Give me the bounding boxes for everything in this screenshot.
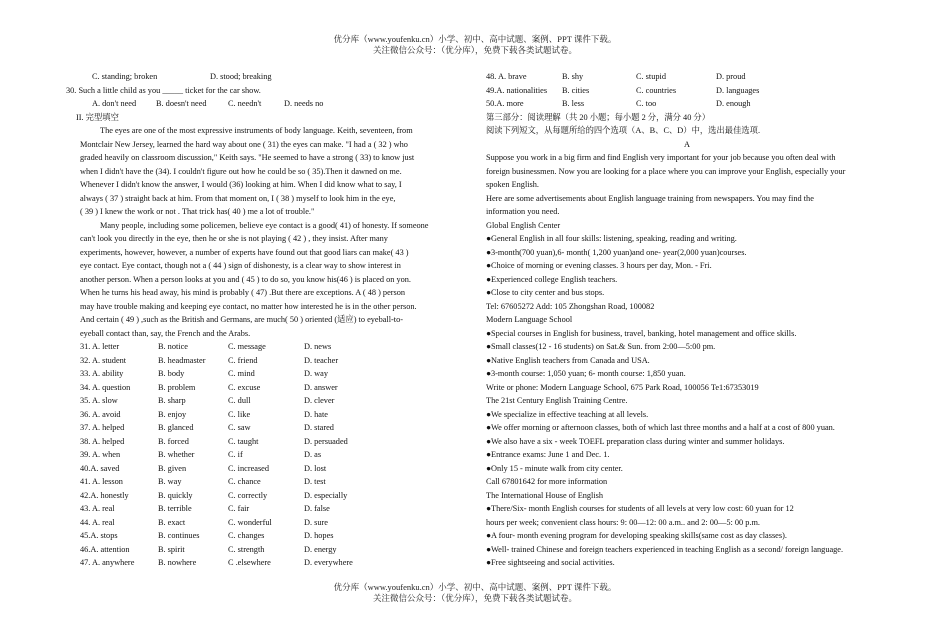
option: C. wonderful [228, 517, 272, 527]
option: C. dull [228, 396, 251, 405]
ad-bullet: ●There/Six- month English courses for students of all levels at very low cost: 60 yuan for 12 [486, 504, 794, 513]
option: C. needn't [228, 99, 262, 108]
page-header [0, 34, 950, 56]
ad-bullet: ●Only 15 - minute walk from city center. [486, 463, 623, 473]
option-row [80, 435, 468, 449]
option: B. doesn't need [156, 99, 207, 108]
page-footer [0, 582, 950, 604]
ad-bullet: ●3-month(700 yuan),6- month( 1,200 yuan)and one- year(2,000 yuan)courses. [486, 247, 747, 257]
option: 33. A. ability [80, 369, 124, 378]
option-row [80, 516, 468, 530]
option: 36. A. avoid [80, 409, 121, 419]
option: C. chance [228, 477, 261, 486]
option: D. especially [304, 490, 348, 500]
option-row [80, 421, 468, 435]
option: B. sharp [158, 396, 186, 405]
option: B. quickly [158, 490, 193, 500]
option: B. terrible [158, 504, 192, 513]
header-line-1: 优分库（www.youfenku.cn）小学、初中、高中试题、案例、PPT 课件下载。 [333, 34, 617, 44]
option: 31. A. letter [80, 342, 120, 351]
footer-line-1: 优分库（www.youfenku.cn）小学、初中、高中试题、案例、PPT 课件下载。 [333, 582, 617, 592]
option: B. notice [158, 342, 188, 351]
right-column [486, 70, 888, 570]
option-row [80, 340, 468, 354]
option-row [80, 529, 468, 543]
intro-line: spoken English. [486, 180, 540, 189]
ad-bullet: ●We specialize in effective teaching at all levels. [486, 409, 649, 419]
option-row [80, 367, 468, 381]
question-30-stem: 30. Such a little child as you _____ ticket for the car show. [66, 85, 261, 95]
option: C. countries [636, 85, 677, 95]
passage-line: The eyes are one of the most expressive instruments of body language. Keith, seventeen, from [100, 126, 413, 135]
option-row [80, 502, 468, 516]
option: D. news [304, 342, 332, 351]
ad-line: Tel: 67605272 Add: 105 Zhongshan Road, 100082 [486, 301, 655, 311]
ad-bullet: ●General English in all four skills: listening, speaking, reading and writing. [486, 234, 737, 243]
option-row [80, 448, 468, 462]
option: B. given [158, 463, 187, 473]
option: B. shy [562, 72, 584, 81]
ad-line: Write or phone: Modern Language School, 675 Park Road, 100056 Te1:67353019 [486, 382, 759, 392]
option: D. enough [716, 99, 751, 108]
option: B. spirit [158, 544, 185, 554]
option: 45.A. stops [80, 531, 118, 540]
option: 42.A. honestly [80, 490, 129, 500]
option: D. way [304, 369, 328, 378]
option-row [80, 556, 468, 570]
option: C. correctly [228, 490, 268, 500]
option: C. stupid [636, 72, 666, 81]
option: C. strength [228, 544, 265, 554]
option: D. needs no [284, 99, 324, 108]
cloze-paragraph-1 [80, 124, 468, 219]
cloze-options-31-47 [80, 340, 468, 570]
option: D. as [304, 450, 322, 459]
option: D. languages [716, 85, 760, 95]
option: C. excuse [228, 382, 261, 392]
passage-line: eye contact. Eye contact, though not a ( 44 ) sign of dishonesty, is a clear way to show interest in [80, 261, 401, 270]
option-row [80, 408, 468, 422]
option: B. glanced [158, 423, 194, 432]
option: B. body [158, 369, 185, 378]
ad-line: The 21st Century English Training Centre. [486, 396, 628, 405]
option: A. don't need [92, 99, 137, 108]
option: D. hopes [304, 531, 334, 540]
option: D. sure [304, 517, 328, 527]
option: D. stared [304, 423, 334, 432]
option: C. message [228, 342, 266, 351]
option: D. proud [716, 72, 746, 81]
option: D. energy [304, 544, 337, 554]
passage-line: eyeball contact than, say, the French and the Arabs. [80, 328, 251, 338]
intro-line: foreign businessmen. Now you are looking for a place where you can improve your English, especially your [486, 166, 846, 176]
option: C. standing; broken [92, 72, 158, 81]
section-3-instructions: 阅读下列短文，从每题所给的四个选项（A、B、C、D）中，选出最佳选项. [486, 126, 761, 135]
ad-line: The International House of English [486, 490, 604, 500]
option: C. mind [228, 369, 255, 378]
intro-line: Suppose you work in a big firm and find English very important for your job because you often deal with [486, 153, 836, 162]
ad-bullet: ●Experienced college English teachers. [486, 274, 618, 284]
option-row [80, 475, 468, 489]
option: 40.A. saved [80, 463, 120, 473]
option: 34. A. question [80, 382, 131, 392]
left-column [66, 70, 468, 570]
ad-bullet: ●3-month course: 1,050 yuan; 6- month course: 1,850 yuan. [486, 369, 686, 378]
option: 47. A. anywhere [80, 558, 135, 567]
option: B. nowhere [158, 558, 197, 567]
option-row [80, 462, 468, 476]
passage-line: experiments, however, however, a number of experts have found out that good liars can make( 43 ) [80, 247, 409, 257]
option: B. way [158, 477, 182, 486]
ad-bullet: ●A four- month evening program for developing speaking skills(same cost as day classes). [486, 531, 787, 540]
option: D. teacher [304, 355, 339, 365]
ad-line: Global English Center [486, 220, 561, 230]
option: D. test [304, 477, 326, 486]
option: 44. A. real [80, 517, 115, 527]
passage-line: Montclair New Jersey, learned the hard way about one ( 31) the eyes can make. "I had a ( 32 ) who [80, 139, 408, 149]
option: 37. A. helped [80, 423, 125, 432]
passage-line: may have trouble making and keeping eye contact, no matter how interested he is in the other person. [80, 301, 417, 311]
header-line-2: 关注微信公众号：（优分库），免费下载各类试题试卷。 [372, 45, 577, 55]
option-row [80, 354, 468, 368]
option: C. if [228, 450, 243, 459]
ad-bullet: ●Choice of morning or evening classes. 3 hours per day, Mon. - Fri. [486, 261, 712, 270]
ad-bullet: ●Well- trained Chinese and foreign teachers experienced in teaching English as a second/ foreign language. [486, 544, 844, 554]
option: B. continues [158, 531, 200, 540]
option-row [80, 394, 468, 408]
ad-bullet: ●Small classes(12 - 16 students) on Sat.& Sun. from 2:00—5:00 pm. [486, 342, 716, 351]
cloze-options-48-50 [486, 70, 888, 111]
option: D. answer [304, 382, 338, 392]
option: D. clever [304, 396, 335, 405]
intro-line: Here are some advertisements about English language training from newspapers. You may find the [486, 193, 814, 203]
option: B. enjoy [158, 409, 187, 419]
ad-bullet: ●Entrance exams: June 1 and Dec. 1. [486, 450, 610, 459]
option-row [486, 97, 888, 111]
option: D. everywhere [304, 558, 353, 567]
option: C. changes [228, 531, 265, 540]
option: C. saw [228, 423, 251, 432]
option: 32. A. student [80, 355, 127, 365]
intro-line: information you need. [486, 207, 560, 216]
option: B. cities [562, 85, 590, 95]
passage-line: can't look you directly in the eye, then he or she is not playing ( 42 ) , they insist. After many [80, 234, 388, 243]
passage-line: And certain ( 49 ) ,such as the British and Germans, are much( 50 ) oriented (适应) to eyeball-to- [80, 315, 404, 324]
option: D. false [304, 504, 330, 513]
option-row [486, 70, 888, 84]
option: D. stood; breaking [210, 72, 272, 81]
option: D. persuaded [304, 436, 348, 446]
ad-bullet: ●Close to city center and bus stops. [486, 288, 605, 297]
advertisements [486, 219, 888, 570]
option-row [486, 84, 888, 98]
footer-line-2: 关注微信公众号：（优分库），免费下载各类试题试卷。 [372, 593, 577, 603]
option: C. too [636, 99, 657, 108]
passage-line: Whenever I didn't know the answer, I would (36) looking at him. When I did know what to say, I [80, 180, 402, 189]
option: B. whether [158, 450, 195, 459]
ad-bullet: ●Free sightseeing and social activities. [486, 558, 615, 567]
passage-line: ( 39 ) I knew the work or not . That trick has( 40 ) me a lot of trouble." [80, 207, 315, 216]
option: C .elsewhere [228, 558, 271, 567]
section-2-title: II. 完型填空 [76, 112, 119, 122]
option: 35. A. slow [80, 396, 118, 405]
option: C. friend [228, 355, 258, 365]
option: C. increased [228, 463, 270, 473]
option: C. taught [228, 436, 259, 446]
option: 39. A. when [80, 450, 121, 459]
ad-bullet: ●Special courses in English for business, travel, banking, hotel management and office skills. [486, 328, 797, 338]
option: D. lost [304, 463, 327, 473]
cloze-paragraph-2 [80, 219, 468, 341]
option: B. problem [158, 382, 196, 392]
passage-line: When he turns his head away, his mind is probably ( 47) .But there are exceptions. A ( 48 ) person [80, 288, 406, 297]
option: 50.A. more [486, 99, 524, 108]
passage-line: graded heavily on classroom discussion," Keith says. "He seemed to have a strong ( 33) to know just [80, 153, 415, 162]
passage-line: another person. When a person looks at you and ( 45 ) to do so, you know his(46 ) is placed on yon. [80, 274, 411, 284]
section-3-title: 第三部分：阅读理解（共 20 小题；每小题 2 分，满分 40 分） [486, 112, 711, 122]
option-row [80, 543, 468, 557]
option: B. headmaster [158, 355, 206, 365]
ad-line: Modern Language School [486, 315, 573, 324]
passage-line: when I didn't have the (34). I couldn't figure out how he could be so ( 35).Then it dawned on me. [80, 166, 402, 176]
option: C. like [228, 409, 251, 419]
passage-line: Many people, including some policemen, believe eye contact is a good( 41) of honesty. If someone [100, 220, 429, 230]
ad-bullet: ●Native English teachers from Canada and USA. [486, 355, 650, 365]
ad-line: Call 67801642 for more information [486, 477, 608, 486]
option: C. fair [228, 504, 250, 513]
option: 41. A. lesson [80, 477, 123, 486]
option: 43. A. real [80, 504, 115, 513]
option: 46.A. attention [80, 544, 130, 554]
passage-line: always ( 37 ) straight back at him. From that moment on, I ( 38 ) myself to look him in the eye, [80, 193, 396, 203]
question-30-options [80, 97, 468, 111]
passage-a-intro [486, 151, 888, 219]
option: D. hate [304, 409, 328, 419]
passage-a-label: A [684, 139, 690, 149]
option: B. forced [158, 436, 189, 446]
option: B. exact [158, 517, 186, 527]
question-29-options [80, 70, 468, 84]
option-row [80, 489, 468, 503]
ad-bullet: ●We offer morning or afternoon classes, both of which last three months and a half at a cost of 800 yuan. [486, 423, 835, 432]
ad-bullet: ●We also have a six - week TOEFL preparation class during winter and summer holidays. [486, 436, 785, 446]
option: 49.A. nationalities [486, 85, 548, 95]
ad-line: hours per week; convenient class hours: 9: 00—12: 00 a.m.. and 2: 00—5: 00 p.m. [486, 517, 760, 527]
option: B. less [562, 99, 585, 108]
option: 48. A. brave [486, 72, 527, 81]
option: 38. A. helped [80, 436, 125, 446]
option-row [80, 381, 468, 395]
